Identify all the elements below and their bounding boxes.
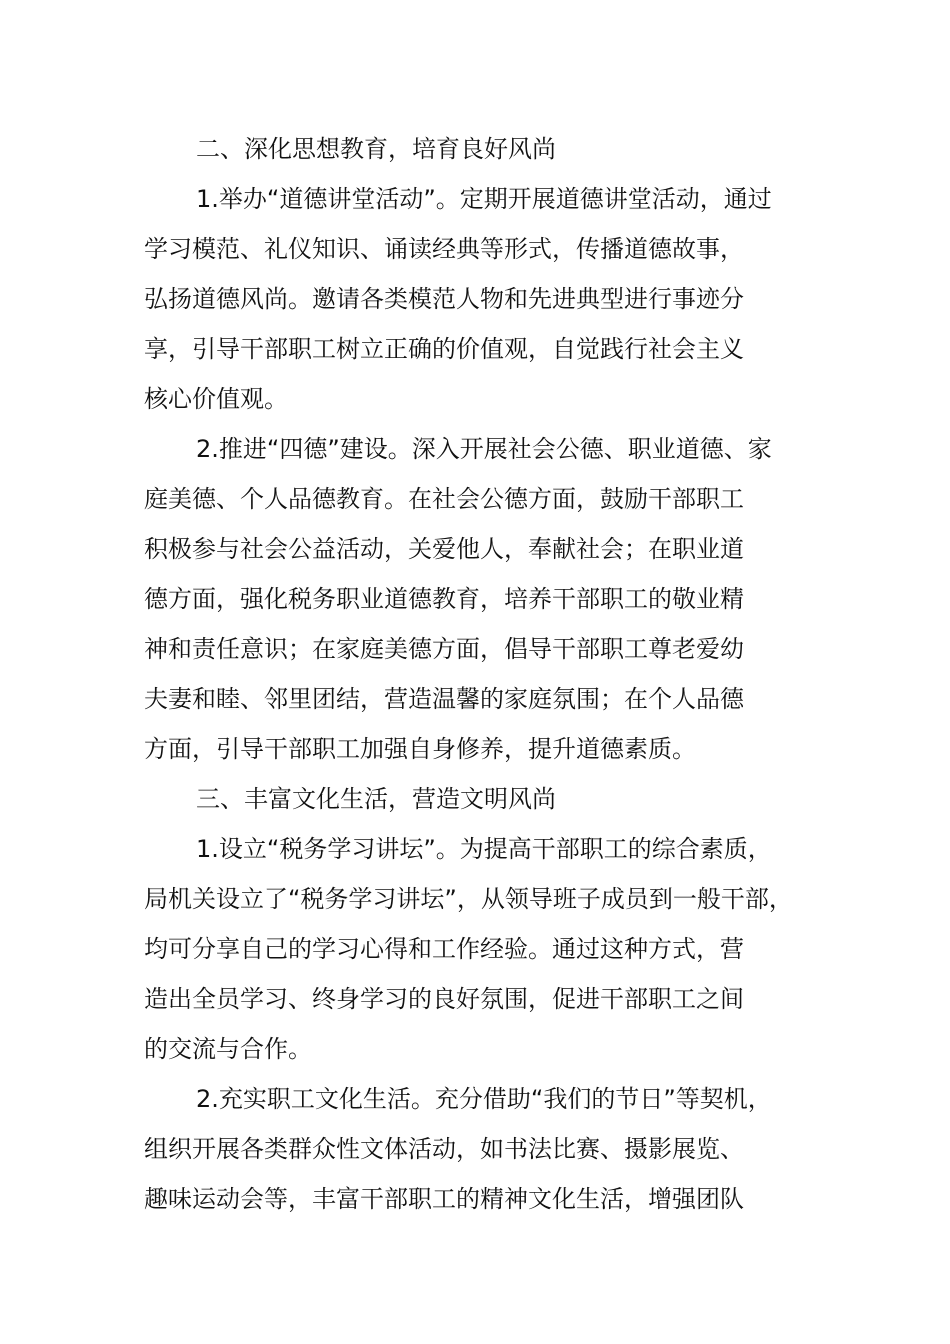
paragraph-line: 夫妻和睦、邻里团结，营造温馨的家庭氛围；在个人品德: [144, 685, 744, 713]
paragraph-line: 的交流与合作。: [144, 1035, 312, 1063]
paragraph-line: 德方面，强化税务职业道德教育，培养干部职工的敬业精: [144, 585, 744, 613]
paragraph-line: 1.设立“税务学习讲坛”。为提高干部职工的综合素质，: [196, 835, 772, 863]
document-body: [144, 124, 834, 1224]
paragraph-line: 神和责任意识；在家庭美德方面，倡导干部职工尊老爱幼: [144, 635, 744, 663]
section-heading-3: 三、丰富文化生活，营造文明风尚: [196, 785, 556, 813]
paragraph-line: 组织开展各类群众性文体活动，如书法比赛、摄影展览、: [144, 1135, 744, 1163]
paragraph-line: 庭美德、个人品德教育。在社会公德方面，鼓励干部职工: [144, 485, 744, 513]
paragraph-line: 学习模范、礼仪知识、诵读经典等形式，传播道德故事，: [144, 235, 744, 263]
paragraph-line: 方面，引导干部职工加强自身修养，提升道德素质。: [144, 735, 696, 763]
paragraph-line: 2.充实职工文化生活。充分借助“我们的节日”等契机，: [196, 1085, 772, 1113]
paragraph-line: 均可分享自己的学习心得和工作经验。通过这种方式，营: [144, 935, 744, 963]
paragraph-line: 2.推进“四德”建设。深入开展社会公德、职业道德、家: [196, 435, 772, 463]
paragraph-line: 造出全员学习、终身学习的良好氛围，促进干部职工之间: [144, 985, 744, 1013]
paragraph-line: 享，引导干部职工树立正确的价值观，自觉践行社会主义: [144, 335, 744, 363]
paragraph-line: 局机关设立了“税务学习讲坛”，从领导班子成员到一般干部，: [144, 885, 793, 913]
paragraph-line: 1.举办“道德讲堂活动”。定期开展道德讲堂活动，通过: [196, 185, 772, 213]
paragraph-line: 弘扬道德风尚。邀请各类模范人物和先进典型进行事迹分: [144, 285, 744, 313]
paragraph-line: 趣味运动会等，丰富干部职工的精神文化生活，增强团队: [144, 1185, 744, 1213]
section-heading-2: 二、深化思想教育，培育良好风尚: [196, 135, 556, 163]
paragraph-line: 核心价值观。: [144, 385, 288, 413]
paragraph-line: 积极参与社会公益活动，关爱他人，奉献社会；在职业道: [144, 535, 744, 563]
